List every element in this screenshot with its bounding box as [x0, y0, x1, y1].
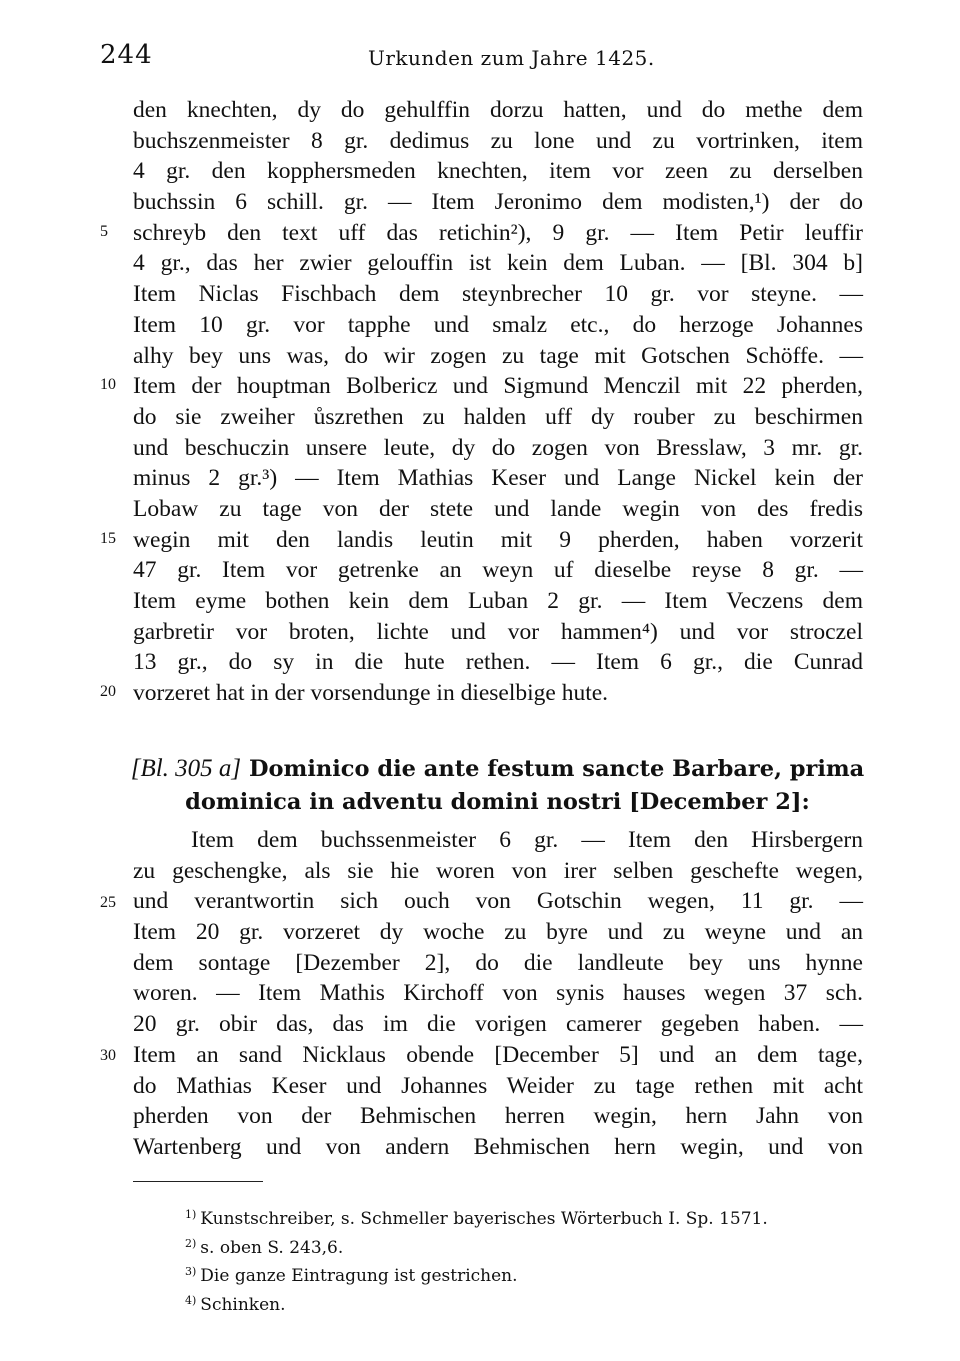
- text-line: 20 gr. obir das, das im die vorigen camerer gegeben haben. —: [133, 1011, 863, 1038]
- line-number: 5: [100, 223, 108, 240]
- footnote: [185, 1260, 768, 1289]
- footnote-mark: 3): [185, 1265, 197, 1278]
- text-line: wegin mit den landis leutin mit 9 pherden, haben vorzerit: [133, 526, 863, 553]
- footnote-text: Kunstschreiber, s. Schmeller bayerisches Wörterbuch I. Sp. 1571.: [200, 1209, 768, 1229]
- text-line: Item 10 gr. vor tapphe und smalz etc., do herzoge Johannes: [133, 311, 863, 338]
- text-line: Wartenberg und von andern Behmischen hern wegin, und von: [133, 1133, 863, 1160]
- section-heading-line-2: dominica in adventu domini nostri [December 2]:: [185, 789, 810, 815]
- text-line: Item dem buchssenmeister 6 gr. — Item den Hirsbergern: [191, 827, 863, 853]
- text-line: Item an sand Nicklaus obende [December 5] und an dem tage,: [133, 1041, 863, 1068]
- text-line: alhy bey uns was, do wir zogen zu tage mit Gotschen Schöffe. —: [133, 342, 863, 369]
- heading-text: Dominico die ante festum sancte Barbare, prima: [249, 756, 865, 782]
- text-line: und beschuczin unsere leute, dy do zogen von Bresslaw, 3 mr. gr.: [133, 434, 863, 461]
- text-line: buchssin 6 schill. gr. — Item Jeronimo dem modisten,¹) der do: [133, 189, 863, 216]
- text-line: woren. — Item Mathis Kirchoff von synis hauses wegen 37 sch.: [133, 980, 863, 1007]
- text-block-1: [133, 95, 863, 709]
- page-header: [0, 40, 960, 80]
- footnote-mark: 2): [185, 1236, 197, 1250]
- text-block-2: [133, 825, 863, 1163]
- text-line: 47 gr. Item vor getrenke an weyn uf dieselbe reyse 8 gr. —: [133, 557, 863, 584]
- text-line: Lobaw zu tage von der stete und lande wegin von des fredis: [133, 495, 863, 522]
- line-number: 20: [100, 683, 116, 700]
- text-line: vorzeret hat in der vorsendunge in dieselbige hute.: [133, 680, 609, 707]
- footnote-text: Schinken.: [200, 1294, 286, 1315]
- footnote-divider: [133, 1181, 263, 1182]
- text-line: den knechten, dy do gehulffin dorzu hatten, und do methe dem: [133, 97, 863, 123]
- text-line: dem sontage [Dezember 2], do die landleute bey uns hynne: [133, 949, 863, 976]
- footnotes: [185, 1203, 768, 1317]
- running-head: Urkunden zum Jahre 1425.: [368, 46, 655, 70]
- footnote: [185, 1203, 768, 1232]
- text-line: buchszenmeister 8 gr. dedimus zu lone und zu vortrinken, item: [133, 127, 863, 154]
- text-line: do sie zweiher ůszrethen zu halden uff dy rouber zu beschirmen: [133, 403, 863, 430]
- text-line: Item 20 gr. vorzeret dy woche zu byre und zu weyne und an: [133, 919, 863, 946]
- page-number: 244: [100, 40, 153, 70]
- folio-reference: [Bl. 305 a]: [130, 755, 242, 782]
- footnote: [185, 1289, 768, 1318]
- line-number: 15: [100, 530, 116, 547]
- text-line: zu geschengke, als sie hie woren von irer selben geschefte wegen,: [133, 857, 863, 884]
- text-line: minus 2 gr.³) — Item Mathias Keser und Lange Nickel kein der: [133, 465, 863, 492]
- section-heading-line-1: [100, 752, 895, 786]
- text-line: pherden von der Behmischen herren wegin, hern Jahn von: [133, 1103, 863, 1130]
- text-line: Item der houptman Bolbericz und Sigmund Menczil mit 22 pherden,: [133, 373, 863, 400]
- text-line: schreyb den text uff das retichin²), 9 gr. — Item Petir leuffir: [133, 219, 863, 246]
- text-line: 13 gr., do sy in die hute rethen. — Item 6 gr., die Cunrad: [133, 649, 863, 676]
- text-line: Item Niclas Fischbach dem steynbrecher 10 gr. vor steyne. —: [133, 281, 863, 308]
- line-number: 30: [100, 1047, 116, 1064]
- text-line: Item eyme bothen kein dem Luban 2 gr. — Item Veczens dem: [133, 588, 863, 614]
- text-line: garbretir vor broten, lichte und vor hammen⁴) und vor stroczel: [133, 618, 863, 645]
- footnote: [185, 1232, 768, 1261]
- text-line: und verantwortin sich ouch von Gotschin wegen, 11 gr. —: [133, 888, 863, 915]
- footnote-mark: 1): [185, 1208, 197, 1221]
- footnote-mark: 4): [185, 1293, 197, 1307]
- section-heading: [100, 752, 895, 819]
- text-line: do Mathias Keser und Johannes Weider zu tage rethen mit acht: [133, 1072, 863, 1099]
- footnote-text: Die ganze Eintragung ist gestrichen.: [200, 1266, 518, 1286]
- line-number: 25: [100, 894, 116, 911]
- text-line: 4 gr. den kopphersmeden knechten, item vor zeen zu derselben: [133, 158, 863, 185]
- line-number: 10: [100, 376, 116, 393]
- text-line: 4 gr., das her zwier gelouffin ist kein dem Luban. — [Bl. 304 b]: [133, 250, 863, 277]
- footnote-text: s. oben S. 243,6.: [200, 1237, 344, 1258]
